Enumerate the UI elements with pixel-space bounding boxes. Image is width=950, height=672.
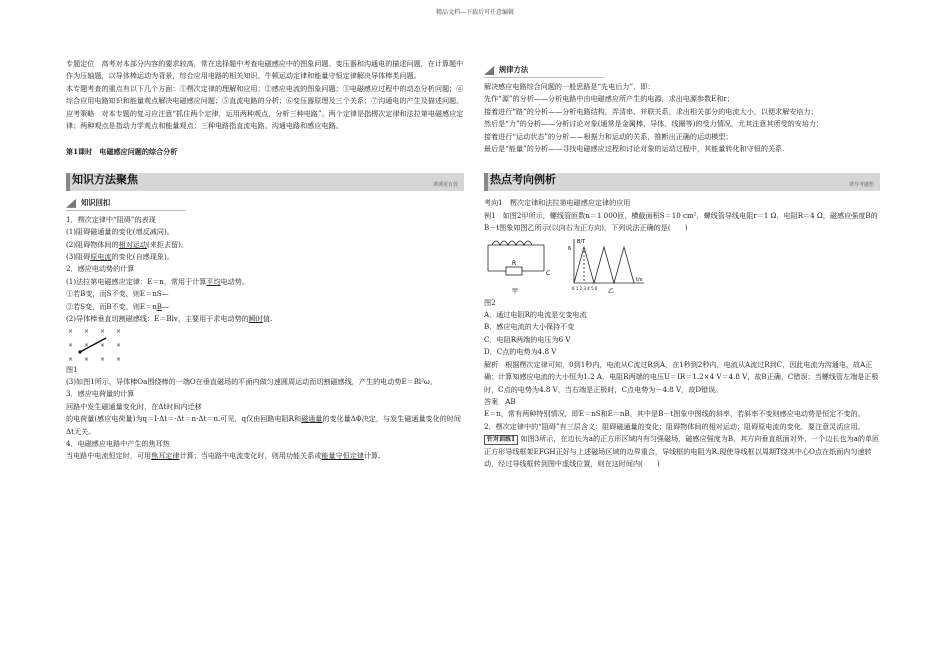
text: 的变化量ΔΦ决定，与发生磁通量变化的时间Δt无关。 [66, 414, 461, 436]
figure-caption: 图1 [66, 364, 78, 374]
label-yi: 乙 [608, 287, 615, 295]
svg-text:×: × [100, 355, 106, 363]
practice-tag: 针对训练1 [484, 435, 518, 445]
point-line [66, 450, 464, 462]
method-line: 最后是“能量”的分析——寻找电磁感应过程和讨论对象的运动过程中，其能量转化和守恒的关系. [484, 144, 785, 154]
label-r: R [512, 259, 517, 267]
section-banner [66, 173, 464, 191]
underlined-term: B [156, 301, 162, 311]
axis-tick: 6 [568, 245, 572, 252]
point-line [66, 251, 464, 263]
svg-text:×: × [84, 341, 90, 349]
svg-text:×: × [68, 355, 74, 363]
svg-text:×: × [116, 327, 122, 335]
section-title: 热点考向例析 [490, 173, 556, 187]
method-line: 接着进行“路”的分析——分析电路结构，弄清串、并联关系，求出相关部分的电流大小，以便求解安培力； [484, 106, 818, 116]
section-subtitle: 诱诱更有效 [432, 181, 458, 188]
point-line [66, 413, 464, 438]
point-line [66, 276, 464, 288]
option-b: B．感应电流的大小保持不变 [484, 322, 575, 332]
svg-text:×: × [100, 327, 106, 335]
point-heading: 3．感应电荷量的计算 [66, 389, 135, 399]
text: 当电路中电流恒定时，可用 [66, 451, 152, 461]
text: 计算；当电路中电流变化时，则用功能关系或 [179, 451, 322, 461]
point-line: 回路中发生磁通量变化时，在Δt时间内迁移 [66, 401, 202, 411]
figure-1-rotating-rod [66, 326, 464, 364]
axis-label-x: t/s [636, 276, 643, 283]
corner-marker-icon [66, 199, 76, 208]
point-line: (1)阻碍磁通量的变化(增反减同)。 [66, 227, 174, 237]
axis-label-y: B/T [577, 238, 586, 245]
text: (2)导体棒垂直切割磁感线：E＝Blv，主要用于求电动势的 [66, 314, 249, 324]
axis-ticks-x: 0 1 2 3 4 5 6 [572, 285, 598, 291]
intro-paragraph: 应考策略 对本专题的复习应注意“抓住两个定律，运用两种观点，分析三种电路”。两个定律是指楞次定律和法拉第电磁感应定律；两种观点是指动力学观点和能量观点；三种电路指直流电路、沟通电路和感应电路。 [66, 108, 464, 131]
label-c: C [546, 269, 551, 277]
text: ②若S变，而B不变，则E＝n [66, 301, 157, 311]
point-line [66, 301, 464, 313]
practice-text [484, 433, 880, 470]
subsection-title: 规律方法 [499, 65, 529, 75]
text: (3)阻碍 [66, 252, 91, 262]
method-line: 解决感应电路综合问题的一般思路是“先电后力”，即： [484, 82, 655, 91]
svg-text:×: × [84, 327, 90, 335]
intro-paragraph: 专题定位 高考对本部分内容的要求较高，常在选择题中考查电磁感应中的图象问题、变压器和沟通电的描述问题，在计算题中作为压轴题，以导体棒运动为背景，综合应用电路的相关知识、牛顿运动定律和能量守恒定律解决导体棒类问题。 [66, 59, 464, 81]
magnetic-field-diagram [66, 326, 126, 364]
text: 如图3所示，在边长为a的正方形区域内有匀强磁场，磁感应强度为B，其方向垂直纸面对外，一个边长也为a的单匝正方形导线框架EFGH正好与上述磁场区域的边界重合，导线框的电阻为R.现使导线框以周期T绕其中心O点在纸面内匀速转动，经过导线框转到图中虚线位置，则在这时间内( ) [484, 434, 880, 468]
option-c: C．电阻R两端的电压为6 V [484, 334, 571, 344]
underlined-term: 平均 [206, 276, 221, 286]
option-d: D．C点的电势为4.8 V [484, 347, 557, 357]
b-t-graph-icon [574, 239, 644, 283]
underlined-term: 相对运动 [118, 239, 147, 249]
svg-text:×: × [68, 341, 74, 349]
text: 的变化(自感现象)。 [111, 252, 174, 262]
lesson-title: 第1课时 电磁感应问题的综合分析 [66, 147, 178, 157]
topic-heading: 考向1 楞次定律和法拉第电磁感应定律的应用 [484, 198, 631, 208]
corner-marker-icon [484, 66, 494, 75]
intro-paragraph: 本专题考查的重点有以下几个方面：①楞次定律的理解和应用；②感应电流的图象问题；③电磁感应过程中的动态分析问题；④综合应用电路知识和能量观点解决电磁感应问题；⑤直流电路的分析；⑥变压器原理及三个关系；⑦沟通电的产生及描述问题。 [66, 83, 464, 106]
svg-text:×: × [84, 355, 90, 363]
note-text: 2．楞次定律中的“阻碍”有三层含义：阻碍磁通量的变化；阻碍物体间的相对运动；阻碍原电流的变化．要注意灵活应用。 [484, 421, 865, 431]
point-line [66, 239, 464, 251]
svg-text:×: × [116, 341, 122, 349]
point-line [66, 313, 464, 325]
option-a: A．通过电阻R的电流是交变电流 [484, 310, 587, 320]
method-line: 接着进行“运动状态”的分析——根据力和运动的关系，推断出正确的运动模型； [484, 131, 733, 141]
solenoid-circuit-icon [488, 241, 544, 275]
underlined-term: 磁通量 [301, 414, 323, 424]
underlined-term: 焦耳定律 [151, 451, 180, 461]
svg-text:×: × [116, 355, 122, 363]
point-heading: 1．楞次定律中“阻碍”的表现 [66, 214, 156, 224]
text: 的电荷量(感应电荷量)为q＝I·Δt＝·Δt＝n·Δt＝n.可见，q仅由回路电阻R和 [66, 414, 302, 424]
underlined-term: 能量守恒定律 [321, 451, 364, 461]
svg-text:×: × [100, 341, 106, 349]
text: (2)阻碍物体间的 [66, 239, 119, 249]
section-title: 知识方法聚焦 [72, 172, 138, 186]
svg-text:×: × [68, 327, 74, 335]
subsection-title: 知识回扣 [81, 198, 111, 208]
note-text: E＝n，常有两种特别情况，即E＝nS和E＝nB，其中是B－t图象中图线的斜率，若斜率不变则感应电动势是恒定不变的。 [484, 409, 865, 419]
page-header: 精品文档---下载后可任意编辑 [435, 9, 515, 16]
underlined-term: 原电流 [90, 252, 112, 262]
text: — [161, 301, 170, 311]
point-heading: 2．感应电动势的计算 [66, 264, 135, 274]
point-line: (3)如图1所示，导体棒Oa围绕棒的一端O在垂直磁场的平面内做匀速圆周运动而切割磁感线，产生的电动势E＝Bl²ω。 [66, 376, 437, 386]
answer-text: 答案 AB [484, 396, 516, 406]
subsection-heading [484, 64, 604, 78]
text: 值. [262, 314, 273, 324]
figure-caption: 图2 [484, 297, 496, 307]
subsection-heading [66, 197, 186, 211]
point-heading: 4．电磁感应电路中产生的焦耳热 [66, 438, 170, 448]
method-line: 然后是“力”的分析——分析讨论对象(通常是金属棒、导体、线圈等)的受力情况，尤其注意其所受的安培力； [484, 119, 824, 129]
question-text: 例1 如图2甲所示，螺线管匝数n＝1 000匝，横截面积S＝10 cm²，螺线管导线电阻r＝1 Ω，电阻R＝4 Ω，磁感应强度B的B－t图象如图乙所示(以向右为正方向)，下列说法正确的是( ) [484, 210, 878, 233]
method-line: 先作“源”的分析——分析电路中由电磁感应所产生的电源，求出电源参数E和r； [484, 94, 734, 104]
text: (1)法拉第电磁感应定律：E＝n，常用于计算 [66, 276, 207, 286]
section-subtitle: 诱导考感悟 [848, 182, 874, 189]
left-column [66, 58, 464, 463]
text: 电动势。 [220, 276, 249, 286]
point-line: ①若B变，而S不变，则E＝nS— [66, 289, 169, 299]
underlined-term: 瞬时 [248, 314, 263, 324]
section-banner [484, 173, 880, 191]
label-jia: 甲 [512, 287, 519, 295]
analysis-text: 解析 根据楞次定律可知，0到1秒内，电流从C流过R到A，在1秒到2秒内，电流从A流过R到C，因此电流为沟通电，故A正确；计算知感应电流的大小恒为1.2 A，电阻R两端的电压U＝IR＝1.2×4 V＝4.8 V，故B正确，C错误；当螺线管左端是正极时，C点的电势为4.8 V，当右端是正极时，C点电势为－4.8 V，故D错误。 [484, 359, 879, 394]
figure-2 [484, 235, 880, 297]
text: (来拒去留)。 [147, 239, 189, 249]
text: 计算. [363, 451, 381, 461]
right-column [484, 58, 880, 470]
figure-2-diagram [484, 235, 704, 297]
